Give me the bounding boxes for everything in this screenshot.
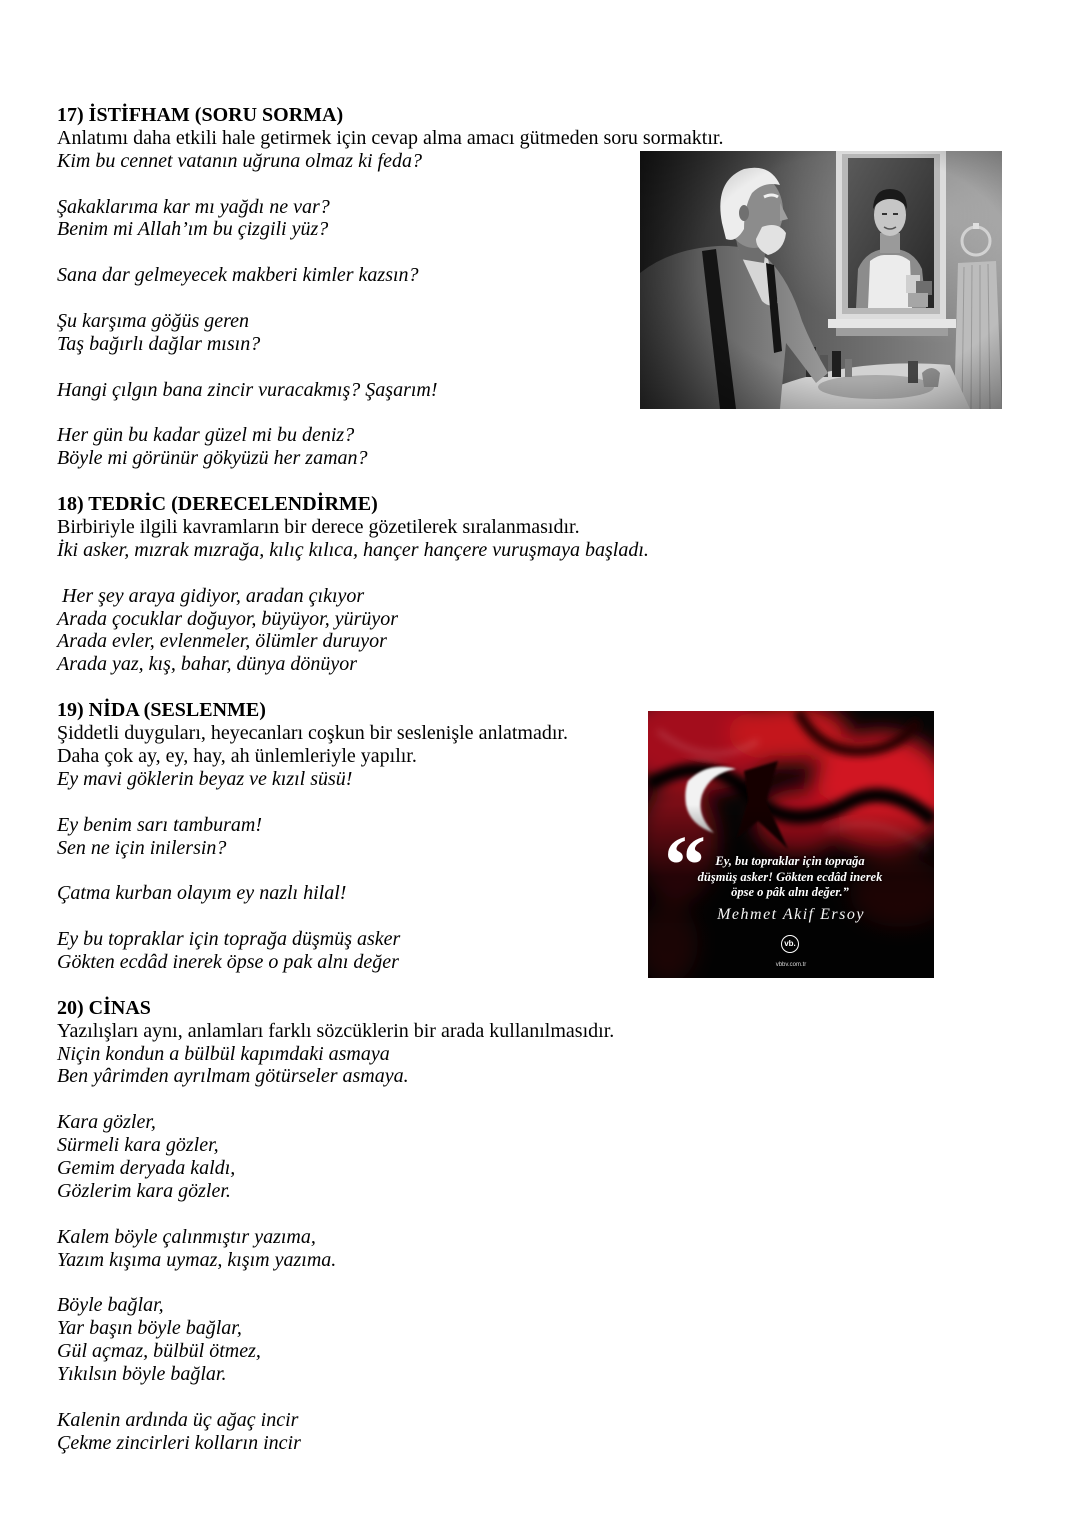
example-line: İki asker, mızrak mızrağa, kılıç kılıca, hançer hançere vuruşmaya başladı. xyxy=(57,538,649,561)
example-line: Kim bu cennet vatanın uğruna olmaz ki feda? xyxy=(57,149,422,172)
example-line: Kara gözler, xyxy=(57,1111,156,1134)
example-line: Kalem böyle çalınmıştır yazıma, xyxy=(57,1225,316,1248)
example-line: Yazım kışıma uymaz, kışım yazıma. xyxy=(57,1248,337,1271)
example-line: Şakaklarıma kar mı yağdı ne var? xyxy=(57,195,330,218)
example-line: Ey bu topraklar için toprağa düşmüş asker xyxy=(57,928,401,951)
definition-text: Şiddetli duyguları, heyecanları coşkun bir seslenişle anlatmadır. xyxy=(57,722,568,745)
example-line: Böyle bağlar, xyxy=(57,1294,164,1317)
example-line: Sürmeli kara gözler, xyxy=(57,1134,219,1157)
example-stanza xyxy=(57,585,1057,677)
section-title: 20) CİNAS xyxy=(57,996,151,1019)
publisher-website: vbbv.com.tr xyxy=(775,962,807,968)
example-line: Yıkılsın böyle bağlar. xyxy=(57,1362,227,1385)
section-18-tedric xyxy=(57,493,1057,676)
quote-mark: “ xyxy=(664,819,706,912)
definition-text: Daha çok ay, ey, hay, ah ünlemleriyle yapılır. xyxy=(57,744,417,767)
example-line: Sana dar gelmeyecek makberi kimler kazsın? xyxy=(57,264,419,287)
quote-line: düşmüş asker! Gökten ecdâd inerek xyxy=(697,869,883,884)
example-line: Arada çocuklar doğuyor, büyüyor, yürüyor xyxy=(57,607,399,630)
mirror-reflection-illustration xyxy=(640,151,1002,409)
example-stanza xyxy=(57,424,1057,470)
definition-text: Anlatımı daha etkili hale getirmek için cevap alma amacı gütmeden soru sormaktır. xyxy=(57,126,724,149)
section-20-cinas xyxy=(57,997,1057,1455)
section-title: 19) NİDA (SESLENME) xyxy=(57,699,266,722)
quote-line: Ey, bu topraklar için toprağa xyxy=(715,854,865,868)
section-title: 17) İSTİFHAM (SORU SORMA) xyxy=(57,104,344,126)
flag-quote-card xyxy=(648,711,934,978)
example-stanza xyxy=(57,1226,1057,1272)
example-line: Hangi çılgın bana zincir vuracakmış? Şaşarım! xyxy=(57,378,438,401)
example-line: Gemim deryada kaldı, xyxy=(57,1156,236,1179)
example-line: Böyle mi görünür gökyüzü her zaman? xyxy=(57,447,368,470)
example-line: Gökten ecdâd inerek öpse o pak alnı değer xyxy=(57,950,399,973)
example-line: Taş bağırlı dağlar mısın? xyxy=(57,332,261,355)
example-line: Niçin kondun a bülbül kapımdaki asmaya xyxy=(57,1042,390,1065)
example-line: Gözlerim kara gözler. xyxy=(57,1179,231,1202)
example-line: Şu karşıma göğüs geren xyxy=(57,310,250,333)
example-line: Yar başın böyle bağlar, xyxy=(57,1317,242,1340)
example-line: Çatma kurban olayım ey nazlı hilal! xyxy=(57,882,347,905)
example-line: Sen ne için inilersin? xyxy=(57,836,227,859)
example-line: Kalenin ardında üç ağaç incir xyxy=(57,1408,299,1431)
example-line: Arada evler, evlenmeler, ölümler duruyor xyxy=(57,630,387,653)
example-stanza xyxy=(57,1409,1057,1455)
example-line: Ben yârimden ayrılmam götürseler asmaya. xyxy=(57,1065,409,1088)
publisher-logo: vb. xyxy=(781,935,799,953)
example-line: Her gün bu kadar güzel mi bu deniz? xyxy=(57,424,355,447)
example-stanza xyxy=(57,1043,1057,1089)
example-line: Çekme zincirleri kolların incir xyxy=(57,1431,301,1454)
quote-text xyxy=(675,854,905,901)
mirror-reflection-photo xyxy=(640,151,1002,409)
example-line: Ey benim sarı tamburam! xyxy=(57,813,262,836)
author-signature: Mehmet Akif Ersoy xyxy=(717,906,865,923)
example-stanza xyxy=(57,1111,1057,1203)
example-line: Her şey araya gidiyor, aradan çıkıyor xyxy=(57,584,365,607)
example-line: Gül açmaz, bülbül ötmez, xyxy=(57,1340,261,1363)
example-line: Benim mi Allah’ım bu çizgili yüz? xyxy=(57,218,329,241)
example-stanza xyxy=(57,539,1057,562)
example-line: Ey mavi göklerin beyaz ve kızıl süsü! xyxy=(57,767,353,790)
quote-line: öpse o pâk alnı değer.” xyxy=(731,885,849,899)
definition-text: Birbiriyle ilgili kavramların bir derece gözetilerek sıralanmasıdır. xyxy=(57,516,580,539)
example-stanza xyxy=(57,1294,1057,1386)
example-line: Arada yaz, kış, bahar, dünya dönüyor xyxy=(57,653,357,676)
section-title: 18) TEDRİC (DERECELENDİRME) xyxy=(57,493,378,516)
definition-text: Yazılışları aynı, anlamları farklı sözcüklerin bir arada kullanılmasıdır. xyxy=(57,1019,615,1042)
